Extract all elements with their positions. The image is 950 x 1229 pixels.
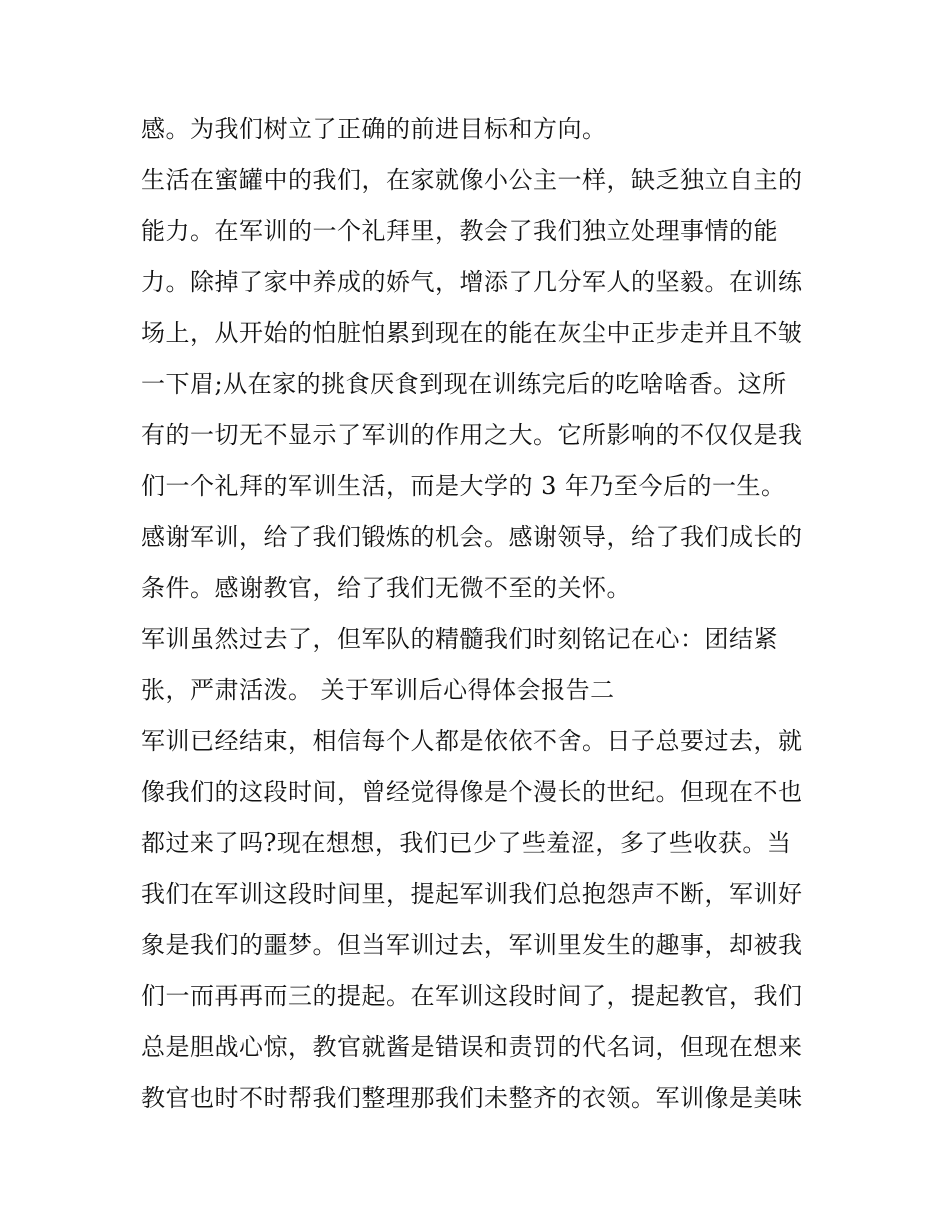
text-line: 们一而再再而三的提起。在军训这段时间了，提起教官，我们 bbox=[141, 982, 803, 1010]
text-line: 象是我们的噩梦。但当军训过去，军训里发生的趣事，却被我 bbox=[141, 931, 803, 959]
text-line: 们一个礼拜的军训生活，而是大学的 3 年乃至今后的一生。 bbox=[141, 472, 786, 500]
text-line: 教官也时不时帮我们整理那我们未整齐的衣领。军训像是美味 bbox=[141, 1084, 803, 1112]
text-line: 都过来了吗?现在想想，我们已少了些羞涩，多了些收获。当 bbox=[141, 829, 792, 857]
text-line: 场上，从开始的怕脏怕累到现在的能在灰尘中正步走并且不皱 bbox=[141, 319, 803, 347]
text-line: 像我们的这段时间，曾经觉得像是个漫长的世纪。但现在不也 bbox=[141, 778, 803, 806]
text-line: 力。除掉了家中养成的娇气，增添了几分军人的坚毅。在训练 bbox=[141, 268, 803, 296]
text-line: 军训已经结束，相信每个人都是依依不舍。日子总要过去，就 bbox=[141, 727, 803, 755]
text-line: 条件。感谢教官，给了我们无微不至的关怀。 bbox=[141, 574, 631, 602]
text-line: 一下眉;从在家的挑食厌食到现在训练完后的吃啥啥香。这所 bbox=[141, 370, 787, 398]
text-line: 我们在军训这段时间里，提起军训我们总抱怨声不断，军训好 bbox=[141, 880, 803, 908]
text-line: 总是胆战心惊，教官就酱是错误和责罚的代名词，但现在想来 bbox=[141, 1033, 803, 1061]
text-line: 感谢军训，给了我们锻炼的机会。感谢领导，给了我们成长的 bbox=[141, 523, 803, 551]
text-line: 军训虽然过去了，但军队的精髓我们时刻铭记在心：团结紧 bbox=[141, 625, 778, 653]
text-line: 有的一切无不显示了军训的作用之大。它所影响的不仅仅是我 bbox=[141, 421, 803, 449]
text-line: 能力。在军训的一个礼拜里，教会了我们独立处理事情的能 bbox=[141, 217, 778, 245]
text-line: 张，严肃活泼。 关于军训后心得体会报告二 bbox=[141, 676, 615, 704]
text-line: 生活在蜜罐中的我们，在家就像小公主一样，缺乏独立自主的 bbox=[141, 166, 803, 194]
text-line: 感。为我们树立了正确的前进目标和方向。 bbox=[141, 115, 607, 143]
